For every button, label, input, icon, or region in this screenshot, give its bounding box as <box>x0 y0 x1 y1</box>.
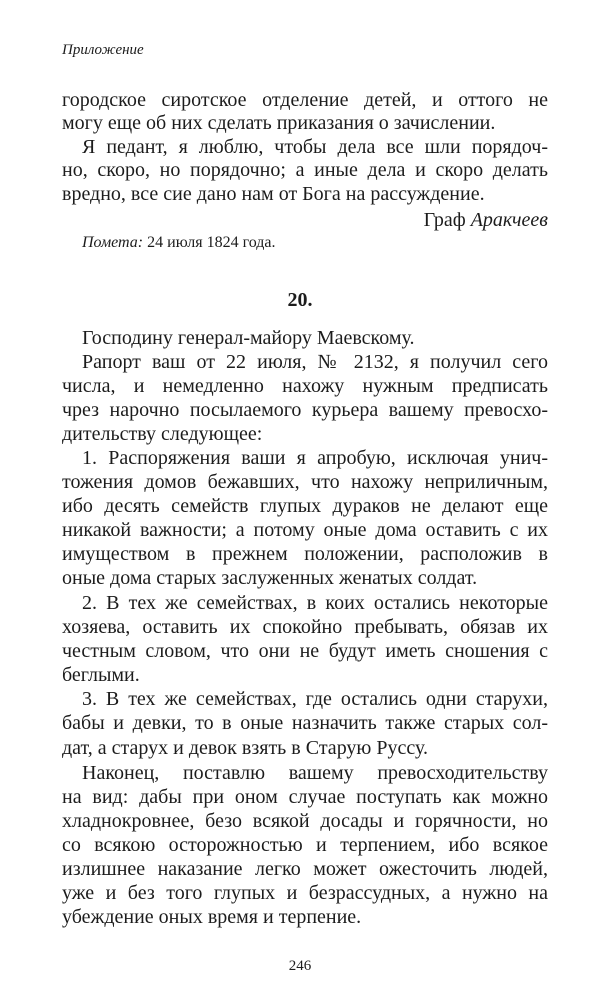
text-line: Рапорт ваш от 22 июля, № 2132, я получил сего <box>82 351 548 373</box>
text-line: но, скоро, но порядочно; а иные дела и скоро делать <box>62 159 548 181</box>
text-line: со всякою осторожностью и терпением, ибо всякое <box>62 834 548 856</box>
text-line: 1. Распоряжения ваши я апробую, исключая унич- <box>82 447 548 469</box>
text-line: хозяева, оставить их спокойно пребывать, обязав их <box>62 616 548 638</box>
text-line: вредно, все сие дано нам от Бога на рассуждение. <box>62 183 485 205</box>
page-number: 246 <box>288 958 312 974</box>
text-line: излишнее наказание легко может ожесточить людей, <box>62 858 548 880</box>
text-line: чрез нарочно посылаемого курьера вашему превосхо- <box>62 399 548 421</box>
signature-name: Аракчеев <box>470 209 548 231</box>
text-line: убеждение оных время и терпение. <box>62 906 362 928</box>
text-line: уже и без того глупых и безрассудных, а нужно на <box>62 882 548 904</box>
running-header: Приложение <box>62 42 144 58</box>
note <box>82 231 276 255</box>
text-line: дительству следующее: <box>62 423 263 445</box>
note-label: Помета: <box>82 234 144 251</box>
note-text: 24 июля 1824 года. <box>143 234 276 251</box>
text-line: Наконец, поставлю вашему превосходительству <box>82 762 548 784</box>
signature-title: Граф <box>423 209 466 231</box>
text-line: 2. В тех же семействах, в коих остались некоторые <box>82 592 548 614</box>
text-line: Я педант, я люблю, чтобы дела все шли порядоч- <box>82 136 548 158</box>
text-line: имуществом в прежнем положении, расположив в <box>62 543 548 565</box>
text-line: на вид: дабы при оном случае поступать как можно <box>62 786 548 808</box>
text-line: 3. В тех же семействах, где остались одни старухи, <box>82 688 548 710</box>
text-line: хладнокровнее, безо всякой досады и горячности, но <box>62 810 548 832</box>
text-line: тожения домов бежавших, что нахожу неприличным, <box>62 471 548 493</box>
signature <box>62 208 548 232</box>
text-line: честным словом, что они не будут иметь сношения с <box>62 640 548 662</box>
text-line: ибо десять семейств глупых дураков не делают еще <box>62 495 548 517</box>
text-line: беглыми. <box>62 664 140 686</box>
text-line: городское сиротское отделение детей, и оттого не <box>62 89 548 111</box>
text-line: числа, и немедленно нахожу нужным предписать <box>62 375 548 397</box>
letter-number: 20. <box>287 289 313 311</box>
text-line: никакой важности; а потому оные дома оставить с их <box>62 519 548 541</box>
text-line: бабы и девки, то в оные назначить также старых сол- <box>62 712 548 734</box>
text-line: дат, а старух и девок взять в Старую Руссу. <box>62 737 428 759</box>
text-line: могу еще об них сделать приказания о зачислении. <box>62 112 496 134</box>
text-line: Господину генерал-майору Маевскому. <box>82 327 415 349</box>
text-line: оные дома старых заслуженных женатых солдат. <box>62 567 478 589</box>
